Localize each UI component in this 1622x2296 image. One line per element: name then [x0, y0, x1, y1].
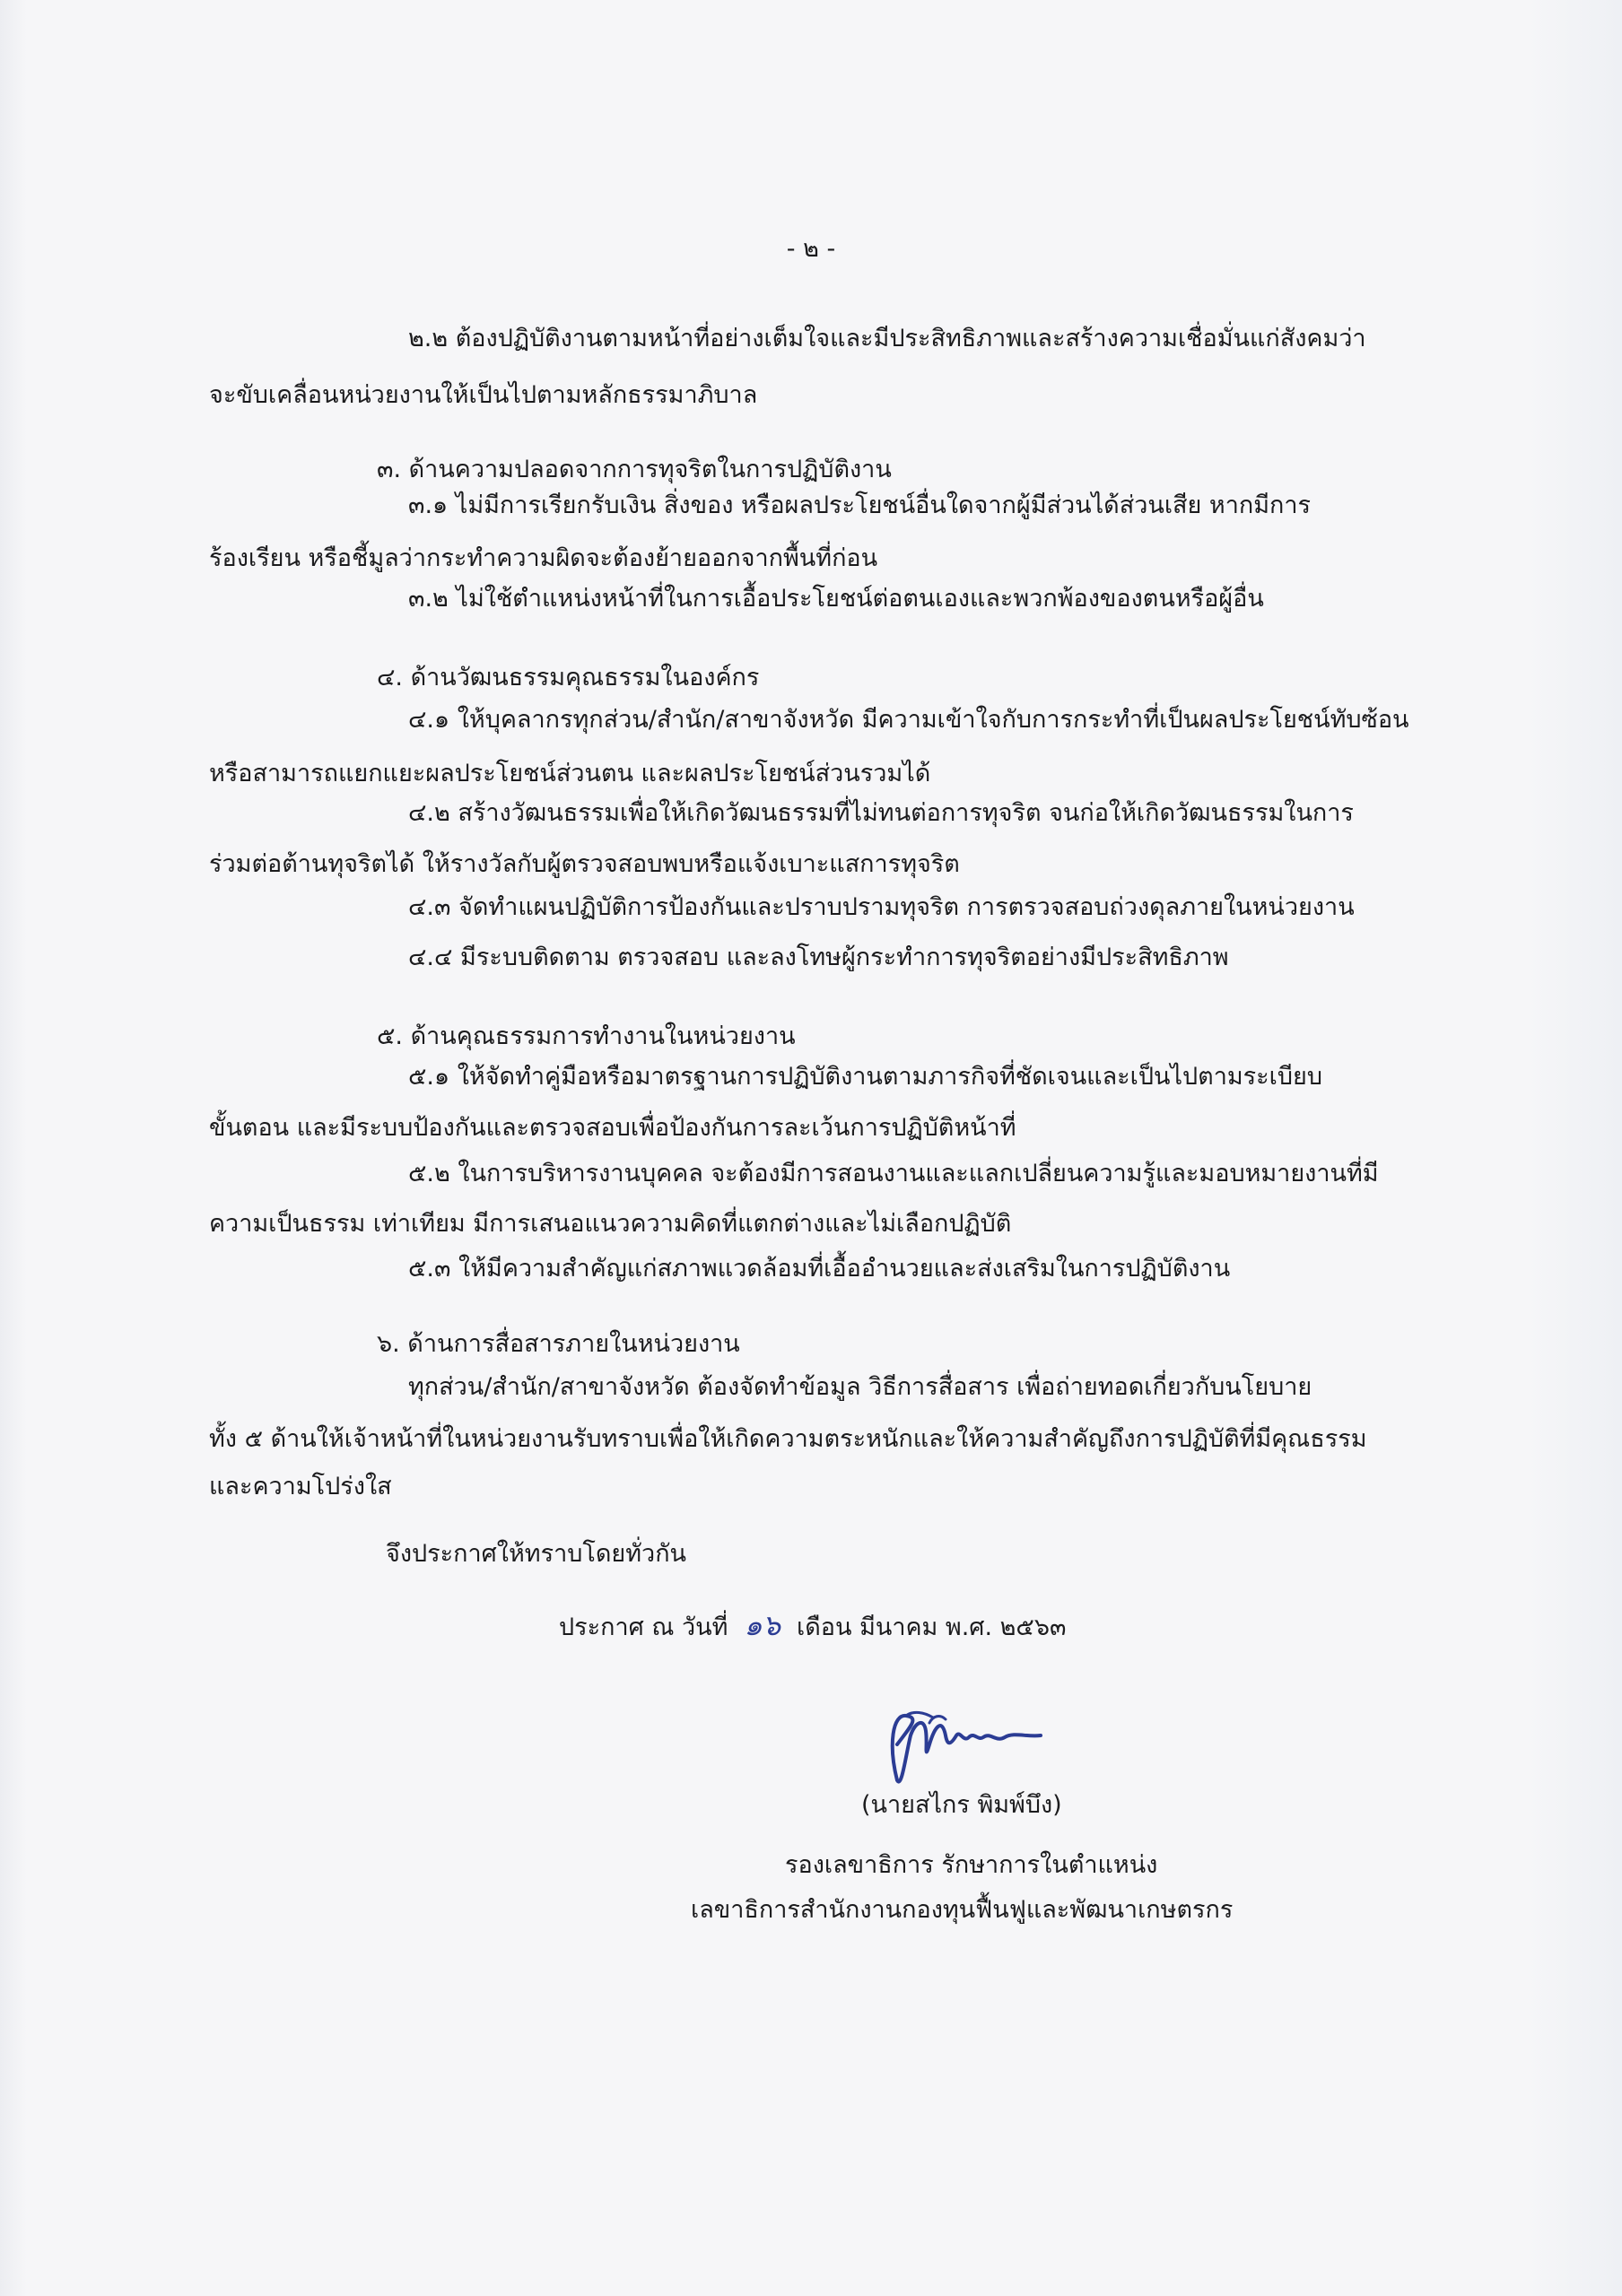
paragraph-3-2: ๓.๒ ไม่ใช้ตำแหน่งหน้าที่ในการเอื้อประโยชน์ต่อตนเองและพวกพ้องของตนหรือผู้อื่น [408, 585, 1264, 613]
paragraph-4-3: ๔.๓ จัดทำแผนปฏิบัติการป้องกันและปราบปรามทุจริต การตรวจสอบถ่วงดุลภายในหน่วยงาน [408, 893, 1355, 921]
paragraph-3-1-line-2: ร้องเรียน หรือชี้มูลว่ากระทำความผิดจะต้องย้ายออกจากพื้นที่ก่อน [209, 544, 878, 572]
paragraph-5-2-line-1: ๕.๒ ในการบริหารงานบุคคล จะต้องมีการสอนงานและแลกเปลี่ยนความรู้และมอบหมายงานที่มี [408, 1160, 1379, 1187]
paragraph-6-line-3: และความโปร่งใส [209, 1473, 392, 1500]
paragraph-4-2-line-1: ๔.๒ สร้างวัฒนธรรมเพื่อให้เกิดวัฒนธรรมที่ไม่ทนต่อการทุจริต จนก่อให้เกิดวัฒนธรรมในการ [408, 799, 1354, 827]
paragraph-2-2-line-2: จะขับเคลื่อนหน่วยงานให้เป็นไปตามหลักธรรมาภิบาล [209, 381, 758, 409]
signatory-position-line-1: รองเลขาธิการ รักษาการในตำแหน่ง [785, 1851, 1158, 1879]
paragraph-5-1-line-2: ขั้นตอน และมีระบบป้องกันและตรวจสอบเพื่อป้องกันการละเว้นการปฏิบัติหน้าที่ [209, 1114, 1016, 1142]
page-number: - ๒ - [786, 235, 836, 263]
closing-statement: จึงประกาศให้ทราบโดยทั่วกัน [386, 1540, 686, 1568]
paragraph-4-1-line-2: หรือสามารถแยกแยะผลประโยชน์ส่วนตน และผลประโยชน์ส่วนรวมได้ [209, 760, 931, 787]
paragraph-3-1-line-1: ๓.๑ ไม่มีการเรียกรับเงิน สิ่งของ หรือผลประโยชน์อื่นใดจากผู้มีส่วนได้ส่วนเสีย หากมีการ [408, 491, 1312, 519]
paragraph-4-4: ๔.๔ มีระบบติดตาม ตรวจสอบ และลงโทษผู้กระทำการทุจริตอย่างมีประสิทธิภาพ [408, 944, 1229, 971]
paragraph-6-line-1: ทุกส่วน/สำนัก/สาขาจังหวัด ต้องจัดทำข้อมูล วิธีการสื่อสาร เพื่อถ่ายทอดเกี่ยวกับนโยบาย [408, 1373, 1312, 1401]
paragraph-2-2-line-1: ๒.๒ ต้องปฏิบัติงานตามหน้าที่อย่างเต็มใจและมีประสิทธิภาพและสร้างความเชื่อมั่นแก่สังคมว่า [408, 325, 1366, 352]
announcement-prefix: ประกาศ ณ วันที่ [559, 1613, 728, 1641]
signatory-position-line-2: เลขาธิการสำนักงานกองทุนฟื้นฟูและพัฒนาเกษตรกร [691, 1896, 1234, 1924]
paragraph-4-1-line-1: ๔.๑ ให้บุคลากรทุกส่วน/สำนัก/สาขาจังหวัด มีความเข้าใจกับการกระทำที่เป็นผลประโยชน์ทับซ้อน [408, 706, 1409, 734]
paragraph-5-3: ๕.๓ ให้มีความสำคัญแก่สภาพแวดล้อมที่เอื้ออำนวยและส่งเสริมในการปฏิบัติงาน [408, 1255, 1231, 1283]
signatory-name: (นายสไกร พิมพ์บึง) [861, 1791, 1062, 1819]
section-3-heading: ๓. ด้านความปลอดจากการทุจริตในการปฏิบัติงาน [377, 456, 892, 483]
paragraph-5-1-line-1: ๕.๑ ให้จัดทำคู่มือหรือมาตรฐานการปฏิบัติงานตามภารกิจที่ชัดเจนและเป็นไปตามระเบียบ [408, 1063, 1322, 1091]
paragraph-4-2-line-2: ร่วมต่อต้านทุจริตได้ ให้รางวัลกับผู้ตรวจสอบพบหรือแจ้งเบาะแสการทุจริต [209, 850, 960, 878]
handwritten-signature [870, 1691, 1086, 1798]
section-4-heading: ๔. ด้านวัฒนธรรมคุณธรรมในองค์กร [377, 664, 760, 691]
section-6-heading: ๖. ด้านการสื่อสารภายในหน่วยงาน [377, 1330, 740, 1358]
handwritten-day: ๑๖ [744, 1608, 781, 1642]
announcement-date [559, 1607, 1066, 1646]
section-5-heading: ๕. ด้านคุณธรรมการทำงานในหน่วยงาน [377, 1022, 796, 1050]
paragraph-5-2-line-2: ความเป็นธรรม เท่าเทียม มีการเสนอแนวความคิดที่แตกต่างและไม่เลือกปฏิบัติ [209, 1210, 1012, 1238]
announcement-month-year: เดือน มีนาคม พ.ศ. ๒๕๖๓ [797, 1613, 1067, 1641]
paragraph-6-line-2: ทั้ง ๕ ด้านให้เจ้าหน้าที่ในหน่วยงานรับทราบเพื่อให้เกิดความตระหนักและให้ความสำคัญถึงการปฏิบัติที่มีคุณธรรม [209, 1425, 1367, 1453]
